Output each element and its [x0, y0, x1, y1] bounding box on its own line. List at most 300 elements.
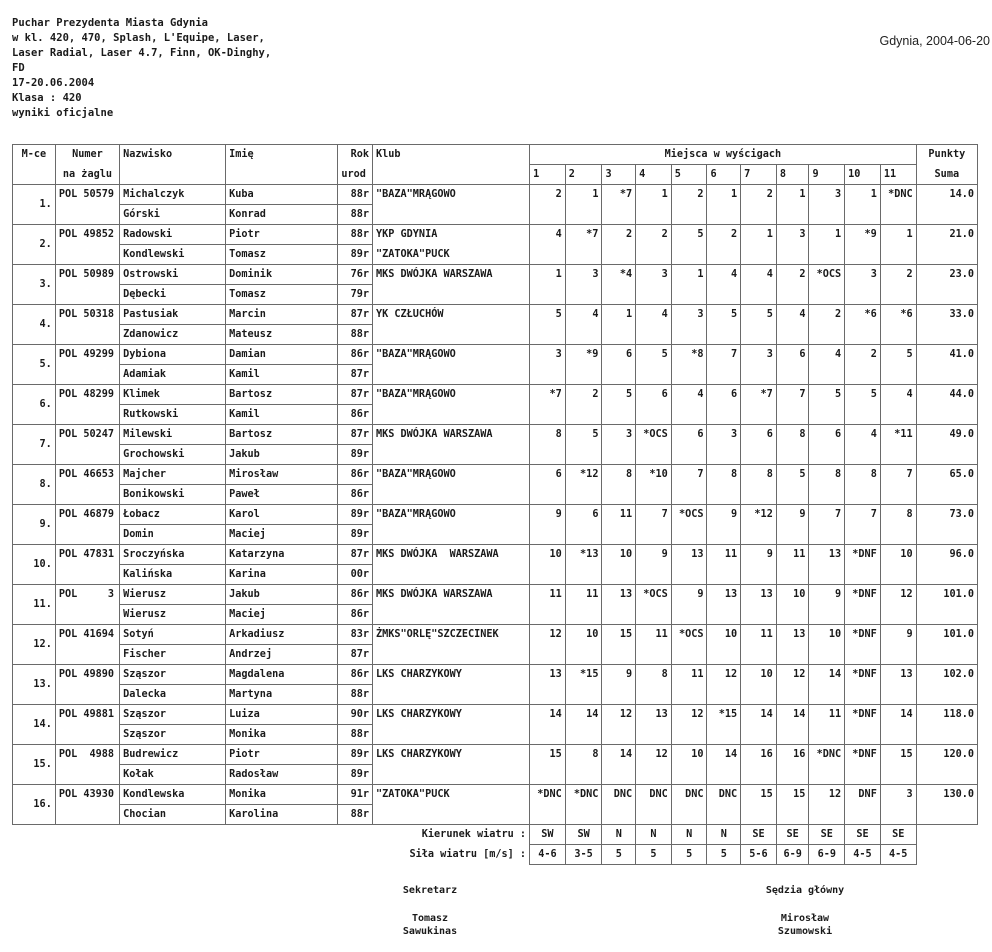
- race-result-cell: 8: [845, 465, 881, 505]
- place-cell: 14.: [13, 705, 56, 745]
- wind-strength-cell: 5: [671, 845, 707, 865]
- race-result-cell: 10: [707, 625, 741, 665]
- race-result-cell: 12: [809, 785, 845, 825]
- race-result-cell: 14: [530, 705, 566, 745]
- race-result-cell: 15: [602, 625, 636, 665]
- surname-cell: Kalińska: [120, 565, 226, 585]
- firstname-cell: Katarzyna: [226, 545, 338, 565]
- race-result-cell: 6: [530, 465, 566, 505]
- race-result-cell: 11: [671, 665, 707, 705]
- race-result-cell: 10: [530, 545, 566, 585]
- place-cell: 6.: [13, 385, 56, 425]
- race-result-cell: 12: [707, 665, 741, 705]
- race-result-cell: *6: [880, 305, 916, 345]
- race-result-cell: 6: [602, 345, 636, 385]
- surname-cell: Dębecki: [120, 285, 226, 305]
- race-result-cell: 9: [809, 585, 845, 625]
- race-result-cell: 11: [776, 545, 809, 585]
- race-result-cell: 2: [741, 185, 777, 225]
- surname-cell: Milewski: [120, 425, 226, 445]
- race-result-cell: *7: [530, 385, 566, 425]
- race-result-cell: 3: [671, 305, 707, 345]
- race-result-cell: 10: [671, 745, 707, 785]
- race-result-cell: 5: [880, 345, 916, 385]
- race-result-cell: 5: [741, 305, 777, 345]
- wind-direction-cell: SE: [776, 825, 809, 845]
- race-result-cell: 15: [776, 785, 809, 825]
- race-result-cell: *8: [671, 345, 707, 385]
- race-result-cell: 8: [741, 465, 777, 505]
- col-races-title: Miejsca w wyścigach: [530, 145, 917, 165]
- race-result-cell: *10: [636, 465, 672, 505]
- race-result-cell: 13: [530, 665, 566, 705]
- surname-cell: Ostrowski: [120, 265, 226, 285]
- club-cell: "BAZA"MRĄGOWO: [373, 385, 530, 405]
- firstname-cell: Kamil: [226, 365, 338, 385]
- race-result-cell: 5: [809, 385, 845, 425]
- firstname-cell: Karina: [226, 565, 338, 585]
- club-cell: MKS DWÓJKA WARSZAWA: [373, 425, 530, 445]
- place-cell: 15.: [13, 745, 56, 785]
- race-result-cell: 10: [880, 545, 916, 585]
- birth-year-cell: 87r: [338, 425, 373, 445]
- sail-number-cell: POL 49852: [55, 225, 119, 265]
- race-result-cell: 6: [636, 385, 672, 425]
- race-number-header: 9: [809, 165, 845, 185]
- race-result-cell: 5: [776, 465, 809, 505]
- total-points-cell: 130.0: [916, 785, 977, 825]
- firstname-cell: Tomasz: [226, 245, 338, 265]
- sail-number-cell: POL 47831: [55, 545, 119, 585]
- race-result-cell: 14: [776, 705, 809, 745]
- firstname-cell: Martyna: [226, 685, 338, 705]
- col-sail-number: Numer: [55, 145, 119, 165]
- race-result-cell: *11: [880, 425, 916, 465]
- firstname-cell: Karolina: [226, 805, 338, 825]
- birth-year-cell: 89r: [338, 505, 373, 525]
- wind-direction-cell: SW: [565, 825, 602, 845]
- race-number-header: 7: [741, 165, 777, 185]
- club-cell-2: [373, 645, 530, 665]
- birth-year-cell: 76r: [338, 265, 373, 285]
- firstname-cell: Maciej: [226, 525, 338, 545]
- birth-year-cell: 91r: [338, 785, 373, 805]
- race-result-cell: *13: [565, 545, 602, 585]
- sail-number-cell: POL 4988: [55, 745, 119, 785]
- wind-strength-cell: 4-5: [845, 845, 881, 865]
- birth-year-cell: 87r: [338, 545, 373, 565]
- birth-year-cell: 86r: [338, 345, 373, 365]
- race-result-cell: 1: [707, 185, 741, 225]
- race-result-cell: 12: [530, 625, 566, 665]
- race-result-cell: 2: [602, 225, 636, 265]
- surname-cell: Sząszor: [120, 705, 226, 725]
- race-result-cell: 12: [602, 705, 636, 745]
- race-result-cell: 11: [741, 625, 777, 665]
- race-result-cell: 1: [741, 225, 777, 265]
- birth-year-cell: 88r: [338, 325, 373, 345]
- race-result-cell: 15: [530, 745, 566, 785]
- club-cell: "BAZA"MRĄGOWO: [373, 345, 530, 365]
- race-result-cell: 7: [636, 505, 672, 545]
- club-cell: MKS DWÓJKA WARSZAWA: [373, 265, 530, 285]
- race-result-cell: 3: [530, 345, 566, 385]
- wind-strength-cell: 6-9: [776, 845, 809, 865]
- header-line: FD: [12, 62, 25, 74]
- club-cell-2: [373, 445, 530, 465]
- race-result-cell: 14: [880, 705, 916, 745]
- surname-cell: Wierusz: [120, 585, 226, 605]
- birth-year-cell: 89r: [338, 245, 373, 265]
- race-result-cell: *DNF: [845, 585, 881, 625]
- table-row: [13, 705, 978, 725]
- race-result-cell: 4: [530, 225, 566, 265]
- race-result-cell: 4: [809, 345, 845, 385]
- total-points-cell: 101.0: [916, 585, 977, 625]
- wind-strength-cell: 5: [707, 845, 741, 865]
- birth-year-cell: 89r: [338, 445, 373, 465]
- firstname-cell: Piotr: [226, 745, 338, 765]
- race-result-cell: *15: [565, 665, 602, 705]
- race-result-cell: 13: [741, 585, 777, 625]
- sail-number-cell: POL 50318: [55, 305, 119, 345]
- sail-number-cell: POL 49299: [55, 345, 119, 385]
- race-result-cell: 2: [671, 185, 707, 225]
- wind-strength-cell: 5-6: [741, 845, 777, 865]
- race-result-cell: 10: [741, 665, 777, 705]
- race-result-cell: 3: [845, 265, 881, 305]
- birth-year-cell: 00r: [338, 565, 373, 585]
- race-result-cell: 2: [636, 225, 672, 265]
- surname-cell: Rutkowski: [120, 405, 226, 425]
- col-points-2: Suma: [916, 165, 977, 185]
- wind-strength-cell: 4-5: [880, 845, 916, 865]
- header-line: w kl. 420, 470, Splash, L'Equipe, Laser,: [12, 32, 265, 44]
- race-result-cell: 14: [809, 665, 845, 705]
- col-year: Rok: [338, 145, 373, 165]
- header-line: Puchar Prezydenta Miasta Gdynia: [12, 17, 208, 29]
- firstname-cell: Bartosz: [226, 425, 338, 445]
- birth-year-cell: 87r: [338, 385, 373, 405]
- firstname-cell: Mateusz: [226, 325, 338, 345]
- race-result-cell: 9: [636, 545, 672, 585]
- race-result-cell: *OCS: [671, 505, 707, 545]
- race-number-header: 6: [707, 165, 741, 185]
- wind-direction-cell: N: [707, 825, 741, 845]
- wind-direction-cell: N: [671, 825, 707, 845]
- table-row: [13, 345, 978, 365]
- surname-cell: Pastusiak: [120, 305, 226, 325]
- surname-cell: Budrewicz: [120, 745, 226, 765]
- race-result-cell: 8: [707, 465, 741, 505]
- race-result-cell: 5: [565, 425, 602, 465]
- club-cell-2: [373, 325, 530, 345]
- race-result-cell: *15: [707, 705, 741, 745]
- race-result-cell: 12: [671, 705, 707, 745]
- race-result-cell: 9: [707, 505, 741, 545]
- birth-year-cell: 88r: [338, 205, 373, 225]
- birth-year-cell: 87r: [338, 365, 373, 385]
- race-result-cell: 13: [880, 665, 916, 705]
- firstname-cell: Konrad: [226, 205, 338, 225]
- table-row: [13, 265, 978, 285]
- sail-number-cell: POL 50579: [55, 185, 119, 225]
- table-row: [13, 425, 978, 445]
- race-result-cell: 11: [707, 545, 741, 585]
- total-points-cell: 118.0: [916, 705, 977, 745]
- race-result-cell: 7: [845, 505, 881, 545]
- club-cell: "ZATOKA"PUCK: [373, 785, 530, 805]
- race-result-cell: 13: [671, 545, 707, 585]
- birth-year-cell: 86r: [338, 485, 373, 505]
- race-result-cell: 8: [776, 425, 809, 465]
- birth-year-cell: 90r: [338, 705, 373, 725]
- place-cell: 13.: [13, 665, 56, 705]
- race-result-cell: 4: [707, 265, 741, 305]
- race-result-cell: 11: [565, 585, 602, 625]
- race-result-cell: 1: [776, 185, 809, 225]
- club-cell-2: [373, 485, 530, 505]
- birth-year-cell: 88r: [338, 685, 373, 705]
- wind-direction-blank: [916, 825, 977, 845]
- race-result-cell: 8: [530, 425, 566, 465]
- table-row: [13, 545, 978, 565]
- race-result-cell: 11: [809, 705, 845, 745]
- firstname-cell: Damian: [226, 345, 338, 365]
- race-result-cell: *7: [602, 185, 636, 225]
- surname-cell: Adamiak: [120, 365, 226, 385]
- race-number-header: 4: [636, 165, 672, 185]
- race-result-cell: 3: [602, 425, 636, 465]
- race-result-cell: 8: [809, 465, 845, 505]
- col-points: Punkty: [916, 145, 977, 165]
- place-cell: 12.: [13, 625, 56, 665]
- wind-strength-cell: 4-6: [530, 845, 566, 865]
- race-result-cell: 10: [602, 545, 636, 585]
- wind-direction-cell: N: [636, 825, 672, 845]
- race-result-cell: 5: [530, 305, 566, 345]
- firstname-cell: Paweł: [226, 485, 338, 505]
- place-cell: 5.: [13, 345, 56, 385]
- race-result-cell: 13: [602, 585, 636, 625]
- club-cell-2: [373, 365, 530, 385]
- club-cell: "BAZA"MRĄGOWO: [373, 505, 530, 525]
- race-result-cell: 2: [565, 385, 602, 425]
- club-cell-2: [373, 285, 530, 305]
- surname-cell: Fischer: [120, 645, 226, 665]
- table-row: [13, 305, 978, 325]
- firstname-cell: Arkadiusz: [226, 625, 338, 645]
- col-place: M-ce: [13, 145, 56, 185]
- race-result-cell: *DNF: [845, 625, 881, 665]
- club-cell-2: [373, 725, 530, 745]
- race-result-cell: 4: [776, 305, 809, 345]
- wind-direction-cell: SE: [741, 825, 777, 845]
- race-result-cell: 8: [565, 745, 602, 785]
- surname-cell: Klimek: [120, 385, 226, 405]
- race-result-cell: *DNF: [845, 665, 881, 705]
- race-result-cell: 13: [636, 705, 672, 745]
- race-number-header: 8: [776, 165, 809, 185]
- surname-cell: Sząszor: [120, 725, 226, 745]
- race-result-cell: 4: [671, 385, 707, 425]
- race-result-cell: 2: [809, 305, 845, 345]
- sail-number-cell: POL 49881: [55, 705, 119, 745]
- firstname-cell: Radosław: [226, 765, 338, 785]
- race-result-cell: 6: [741, 425, 777, 465]
- place-cell: 7.: [13, 425, 56, 465]
- wind-strength-cell: 6-9: [809, 845, 845, 865]
- race-result-cell: 3: [776, 225, 809, 265]
- race-result-cell: 7: [809, 505, 845, 545]
- race-result-cell: 14: [707, 745, 741, 785]
- place-cell: 11.: [13, 585, 56, 625]
- results-table: [12, 144, 978, 865]
- race-result-cell: 1: [565, 185, 602, 225]
- firstname-cell: Jakub: [226, 585, 338, 605]
- birth-year-cell: 86r: [338, 405, 373, 425]
- sail-number-cell: POL 46879: [55, 505, 119, 545]
- race-result-cell: 1: [671, 265, 707, 305]
- total-points-cell: 102.0: [916, 665, 977, 705]
- wind-strength-cell: 5: [636, 845, 672, 865]
- place-cell: 10.: [13, 545, 56, 585]
- race-result-cell: 1: [636, 185, 672, 225]
- surname-cell: Sotyń: [120, 625, 226, 645]
- club-cell-2: [373, 565, 530, 585]
- race-result-cell: 14: [602, 745, 636, 785]
- firstname-cell: Mirosław: [226, 465, 338, 485]
- place-date: Gdynia, 2004-06-20: [879, 34, 990, 48]
- club-cell: "BAZA"MRĄGOWO: [373, 465, 530, 485]
- birth-year-cell: 87r: [338, 305, 373, 325]
- race-result-cell: 1: [880, 225, 916, 265]
- race-result-cell: 6: [809, 425, 845, 465]
- surname-cell: Dalecka: [120, 685, 226, 705]
- surname-cell: Majcher: [120, 465, 226, 485]
- sail-number-cell: POL 50989: [55, 265, 119, 305]
- col-club: Klub: [373, 145, 530, 185]
- race-result-cell: *DNF: [845, 745, 881, 785]
- surname-cell: Kondlewska: [120, 785, 226, 805]
- wind-direction-cell: SE: [880, 825, 916, 845]
- wind-strength: [13, 845, 978, 865]
- race-result-cell: 11: [530, 585, 566, 625]
- firstname-cell: Andrzej: [226, 645, 338, 665]
- club-cell: LKS CHARZYKOWY: [373, 705, 530, 725]
- total-points-cell: 44.0: [916, 385, 977, 425]
- race-result-cell: 12: [636, 745, 672, 785]
- race-result-cell: 3: [636, 265, 672, 305]
- race-result-cell: *DNC: [880, 185, 916, 225]
- race-result-cell: 3: [880, 785, 916, 825]
- race-result-cell: 2: [880, 265, 916, 305]
- race-number-header: 1: [530, 165, 566, 185]
- secretary-name-1: Tomasz: [411, 913, 449, 924]
- club-cell-2: [373, 605, 530, 625]
- race-result-cell: *7: [565, 225, 602, 265]
- total-points-cell: 65.0: [916, 465, 977, 505]
- race-result-cell: 13: [809, 545, 845, 585]
- surname-cell: Kondlewski: [120, 245, 226, 265]
- table-row: [13, 385, 978, 405]
- judge-name-1: Mirosław: [780, 913, 830, 924]
- wind-direction-cell: SE: [809, 825, 845, 845]
- race-result-cell: *4: [602, 265, 636, 305]
- document-header: [12, 16, 271, 121]
- race-result-cell: 10: [565, 625, 602, 665]
- wind-direction-cell: SW: [530, 825, 566, 845]
- race-result-cell: *DNF: [845, 705, 881, 745]
- total-points-cell: 33.0: [916, 305, 977, 345]
- race-result-cell: DNC: [671, 785, 707, 825]
- race-result-cell: 11: [602, 505, 636, 545]
- race-result-cell: 3: [565, 265, 602, 305]
- sail-number-cell: POL 49890: [55, 665, 119, 705]
- table-row: [13, 185, 978, 205]
- place-cell: 2.: [13, 225, 56, 265]
- surname-cell: Chocian: [120, 805, 226, 825]
- firstname-cell: Maciej: [226, 605, 338, 625]
- race-number-header: 3: [602, 165, 636, 185]
- club-cell-2: [373, 765, 530, 785]
- surname-cell: Bonikowski: [120, 485, 226, 505]
- race-result-cell: 3: [707, 425, 741, 465]
- sail-number-cell: POL 46653: [55, 465, 119, 505]
- table-row: [13, 665, 978, 685]
- club-cell: LKS CHARZYKOWY: [373, 745, 530, 765]
- club-cell: YK CZŁUCHÓW: [373, 305, 530, 325]
- race-result-cell: DNF: [845, 785, 881, 825]
- firstname-cell: Bartosz: [226, 385, 338, 405]
- race-result-cell: 8: [880, 505, 916, 545]
- race-result-cell: 2: [530, 185, 566, 225]
- birth-year-cell: 87r: [338, 645, 373, 665]
- club-cell-2: [373, 205, 530, 225]
- race-result-cell: *7: [741, 385, 777, 425]
- firstname-cell: Marcin: [226, 305, 338, 325]
- col-sail-number-2: na żaglu: [55, 165, 119, 185]
- race-result-cell: 3: [809, 185, 845, 225]
- race-result-cell: *DNC: [565, 785, 602, 825]
- sail-number-cell: POL 43930: [55, 785, 119, 825]
- race-result-cell: 4: [565, 305, 602, 345]
- race-result-cell: 9: [530, 505, 566, 545]
- race-result-cell: 5: [602, 385, 636, 425]
- race-result-cell: 14: [741, 705, 777, 745]
- race-result-cell: 1: [602, 305, 636, 345]
- header-line: Laser Radial, Laser 4.7, Finn, OK-Dinghy,: [12, 47, 272, 59]
- table-row: [13, 225, 978, 245]
- race-result-cell: 5: [671, 225, 707, 265]
- race-result-cell: 2: [845, 345, 881, 385]
- race-result-cell: 9: [671, 585, 707, 625]
- race-result-cell: 8: [636, 665, 672, 705]
- sail-number-cell: POL 48299: [55, 385, 119, 425]
- wind-strength-cell: 3-5: [565, 845, 602, 865]
- race-result-cell: 13: [707, 585, 741, 625]
- race-number-header: 5: [671, 165, 707, 185]
- race-result-cell: 7: [880, 465, 916, 505]
- race-result-cell: DNC: [636, 785, 672, 825]
- wind-direction-label: Kierunek wiatru :: [421, 829, 527, 841]
- club-cell: "BAZA"MRĄGOWO: [373, 185, 530, 205]
- race-result-cell: 4: [845, 425, 881, 465]
- race-result-cell: 10: [776, 585, 809, 625]
- race-result-cell: 6: [776, 345, 809, 385]
- race-result-cell: 8: [602, 465, 636, 505]
- firstname-cell: Monika: [226, 785, 338, 805]
